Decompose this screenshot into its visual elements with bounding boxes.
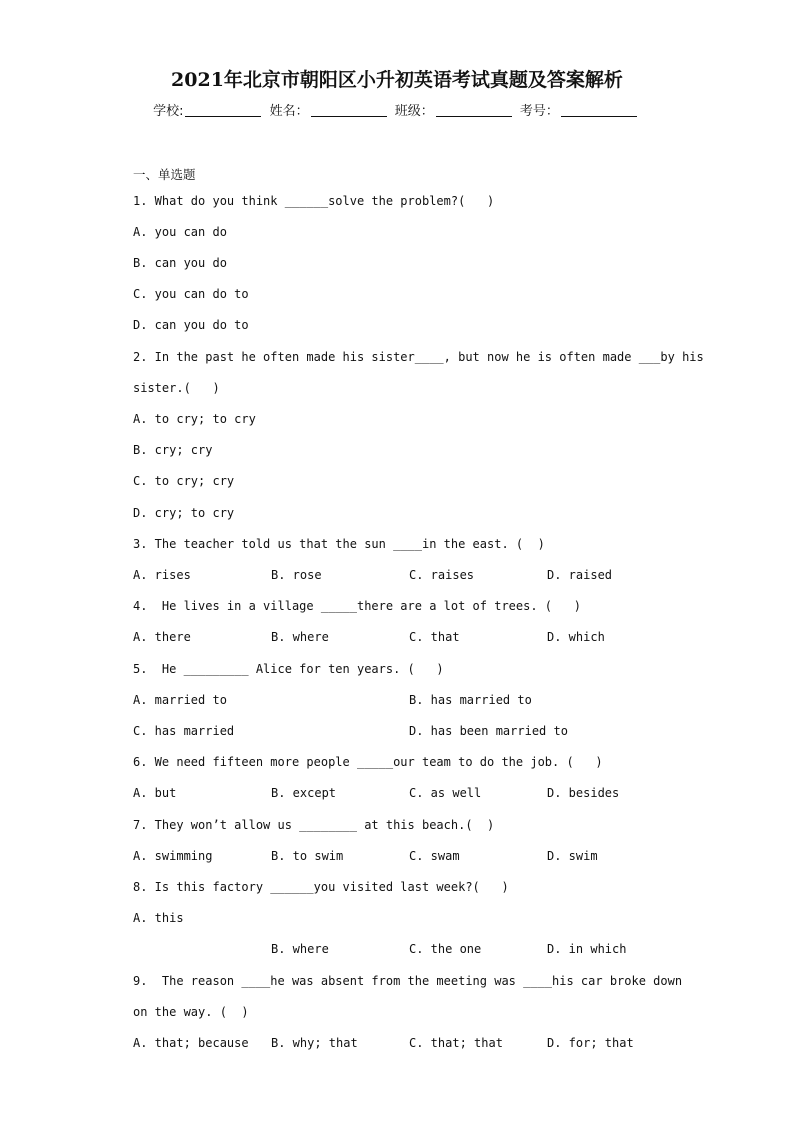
question-1-option-a[interactable]: A. you can do — [133, 225, 227, 239]
question-6-option-a[interactable]: A. but — [133, 786, 177, 800]
question-9-option-d[interactable]: D. for; that — [547, 1036, 634, 1050]
question-6-option-b[interactable]: B. except — [271, 786, 337, 800]
question-5-option-b[interactable]: B. has married to — [409, 693, 532, 707]
question-9-stem-cont: on the way. ( ) — [133, 1005, 249, 1019]
question-3-option-a[interactable]: A. rises — [133, 568, 191, 582]
question-3-option-d[interactable]: D. raised — [547, 568, 613, 582]
question-2-stem-cont: sister.( ) — [133, 381, 220, 395]
question-5-stem: 5. He _________ Alice for ten years. ( ) — [133, 662, 444, 676]
question-5-option-c[interactable]: C. has married — [133, 724, 235, 738]
class-label: 班级： — [394, 104, 434, 119]
school-label: 学校: — [153, 104, 184, 119]
class-blank[interactable] — [436, 102, 512, 117]
question-8-option-a[interactable]: A. this — [133, 911, 184, 925]
page-title: 2021年北京市朝阳区小升初英语考试真题及答案解析 — [171, 69, 623, 91]
question-2-option-d[interactable]: D. cry; to cry — [133, 506, 235, 520]
question-7-option-a[interactable]: A. swimming — [133, 849, 213, 863]
question-2-option-a[interactable]: A. to cry; to cry — [133, 412, 256, 426]
question-3-stem: 3. The teacher told us that the sun ____in the east. ( ) — [133, 537, 545, 551]
exam-number-blank[interactable] — [561, 102, 637, 117]
section-title: 一、单选题 — [133, 167, 196, 182]
question-6-option-d[interactable]: D. besides — [547, 786, 620, 800]
question-7-option-c[interactable]: C. swam — [409, 849, 460, 863]
question-9-option-c[interactable]: C. that; that — [409, 1036, 503, 1050]
question-1-option-c[interactable]: C. you can do to — [133, 287, 249, 301]
name-label: 姓名： — [269, 104, 309, 119]
question-2-option-b[interactable]: B. cry; cry — [133, 443, 213, 457]
question-9-option-a[interactable]: A. that; because — [133, 1036, 249, 1050]
school-blank[interactable] — [185, 102, 261, 117]
question-8-option-b[interactable]: B. where — [271, 942, 329, 956]
question-8-option-d[interactable]: D. in which — [547, 942, 627, 956]
question-5-option-a[interactable]: A. married to — [133, 693, 227, 707]
question-9-option-b[interactable]: B. why; that — [271, 1036, 358, 1050]
question-1-option-b[interactable]: B. can you do — [133, 256, 227, 270]
question-2-option-c[interactable]: C. to cry; cry — [133, 474, 235, 488]
question-4-option-a[interactable]: A. there — [133, 630, 191, 644]
question-4-option-c[interactable]: C. that — [409, 630, 460, 644]
question-6-stem: 6. We need fifteen more people _____our team to do the job. ( ) — [133, 755, 603, 769]
question-1-stem: 1. What do you think ______solve the problem?( ) — [133, 194, 495, 208]
question-7-stem: 7. They won’t allow us ________ at this beach.( ) — [133, 818, 495, 832]
question-4-option-d[interactable]: D. which — [547, 630, 605, 644]
question-3-option-c[interactable]: C. raises — [409, 568, 475, 582]
question-9-stem: 9. The reason ____he was absent from the meeting was ____his car broke down — [133, 974, 683, 988]
name-blank[interactable] — [311, 102, 387, 117]
question-7-option-b[interactable]: B. to swim — [271, 849, 344, 863]
question-4-stem: 4. He lives in a village _____there are a lot of trees. ( ) — [133, 599, 581, 613]
question-3-option-b[interactable]: B. rose — [271, 568, 322, 582]
question-2-stem: 2. In the past he often made his sister____, but now he is often made ___by his — [133, 350, 704, 364]
exam-number-field[interactable] — [520, 101, 641, 123]
student-info-fields — [0, 101, 794, 123]
question-5-option-d[interactable]: D. has been married to — [409, 724, 568, 738]
question-1-option-d[interactable]: D. can you do to — [133, 318, 249, 332]
exam-number-label: 考号： — [519, 104, 559, 119]
question-6-option-c[interactable]: C. as well — [409, 786, 482, 800]
name-field[interactable] — [270, 101, 391, 123]
class-field[interactable] — [395, 101, 516, 123]
question-7-option-d[interactable]: D. swim — [547, 849, 598, 863]
school-field[interactable] — [153, 101, 265, 123]
question-8-option-c[interactable]: C. the one — [409, 942, 482, 956]
question-8-stem: 8. Is this factory ______you visited last week?( ) — [133, 880, 509, 894]
question-4-option-b[interactable]: B. where — [271, 630, 329, 644]
